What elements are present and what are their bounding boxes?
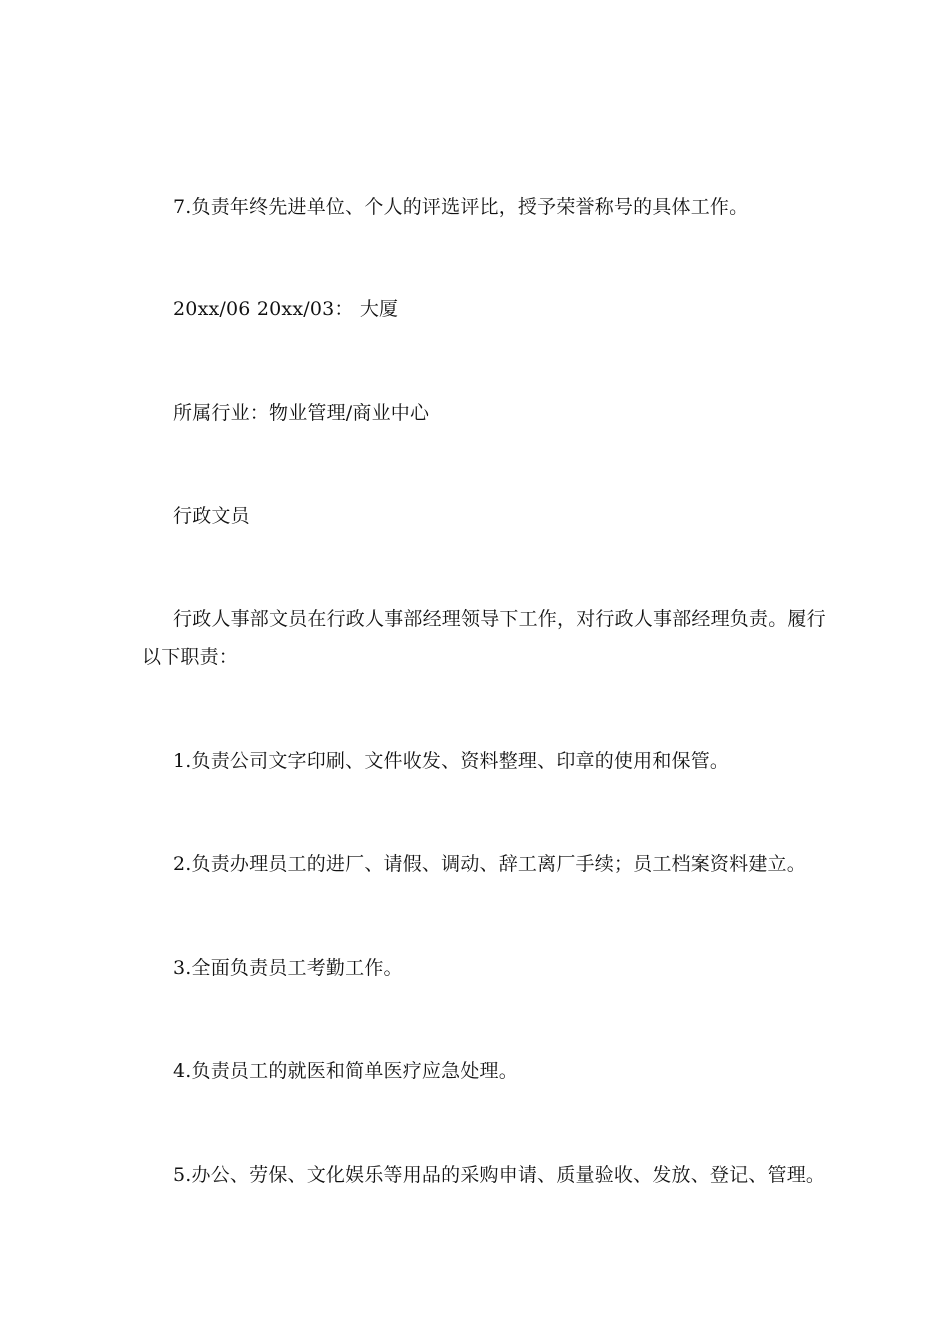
paragraph-duty-7: 7.负责年终先进单位、个人的评选评比，授予荣誉称号的具体工作。 — [173, 196, 749, 218]
paragraph-duty-3: 3.全面负责员工考勤工作。 — [173, 957, 403, 979]
paragraph-job-description: 行政人事部文员在行政人事部经理领导下工作，对行政人事部经理负责。履行以下职责： — [142, 608, 826, 668]
paragraph-industry: 所属行业：物业管理/商业中心 — [173, 402, 430, 424]
paragraph-duty-4: 4.负责员工的就医和简单医疗应急处理。 — [173, 1060, 518, 1082]
paragraph-job-title: 行政文员 — [173, 505, 250, 527]
paragraph-duty-2: 2.负责办理员工的进厂、请假、调动、辞工离厂手续；员工档案资料建立。 — [173, 853, 806, 875]
paragraph-duty-1: 1.负责公司文字印刷、文件收发、资料整理、印章的使用和保管。 — [173, 750, 730, 772]
paragraph-employment-period: 20xx/06 20xx/03： 大厦 — [173, 298, 399, 320]
paragraph-duty-5: 5.办公、劳保、文化娱乐等用品的采购申请、质量验收、发放、登记、管理。 — [173, 1164, 826, 1186]
